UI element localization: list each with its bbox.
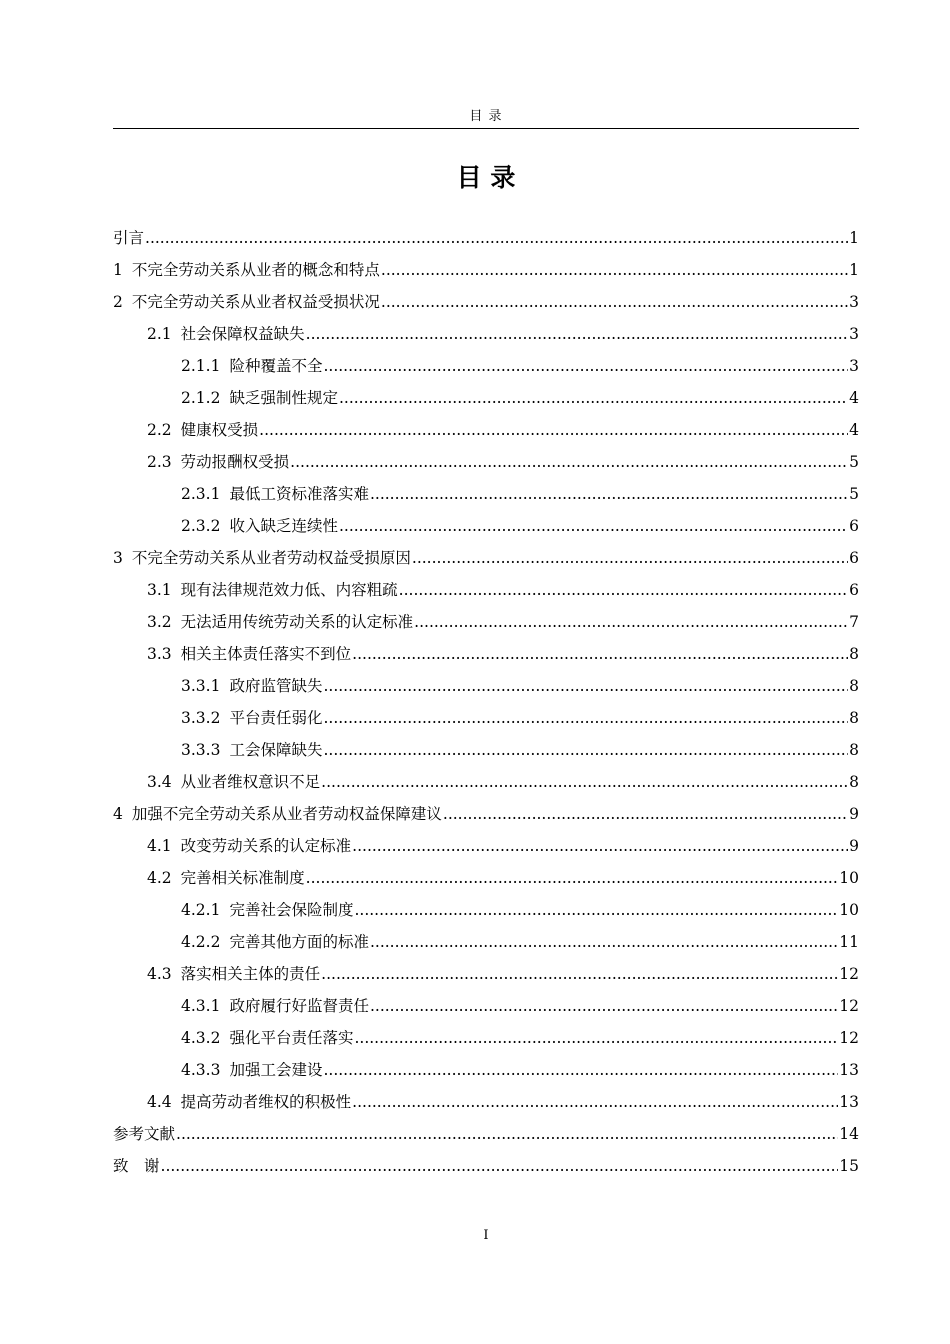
toc-entry-number: 3.3.2 <box>181 709 221 727</box>
toc-entry-page: 11 <box>839 933 859 951</box>
toc-entry-number: 4.3.3 <box>181 1061 221 1079</box>
toc-dot-leader <box>381 286 848 318</box>
toc-entry-page: 1 <box>849 229 859 247</box>
toc-entry-23[interactable] <box>113 926 859 958</box>
toc-entry-page: 8 <box>849 741 859 759</box>
toc-entry-number: 4.3.2 <box>181 1029 221 1047</box>
page-number: I <box>483 1228 489 1243</box>
table-of-contents <box>113 222 859 1182</box>
toc-entry-number: 4.2 <box>147 869 172 887</box>
toc-entry-title: 缺乏强制性规定 <box>229 389 338 407</box>
toc-entry-21[interactable] <box>113 862 859 894</box>
toc-dot-leader <box>321 766 848 798</box>
toc-dot-leader <box>321 958 838 990</box>
toc-entry-title: 改变劳动关系的认定标准 <box>180 837 352 855</box>
toc-entry-page: 13 <box>839 1093 859 1111</box>
toc-entry-27[interactable] <box>113 1054 859 1086</box>
toc-entry-page: 12 <box>839 965 859 983</box>
toc-entry-title: 不完全劳动关系从业者权益受损状况 <box>131 293 380 311</box>
toc-entry-number: 2.1.2 <box>181 389 221 407</box>
toc-dot-leader <box>352 638 848 670</box>
toc-entry-page: 8 <box>849 773 859 791</box>
toc-entry-number: 2.1 <box>147 325 172 343</box>
toc-dot-leader <box>352 830 848 862</box>
toc-dot-leader <box>370 990 838 1022</box>
toc-dot-leader <box>323 734 848 766</box>
toc-entry-30[interactable] <box>113 1150 859 1182</box>
toc-entry-page: 3 <box>849 325 859 343</box>
toc-entry-number: 2 <box>113 293 123 311</box>
toc-entry-number: 4.3 <box>147 965 172 983</box>
toc-entry-1[interactable] <box>113 222 859 254</box>
toc-entry-page: 5 <box>849 485 859 503</box>
toc-entry-page: 9 <box>849 805 859 823</box>
toc-entry-16[interactable] <box>113 702 859 734</box>
toc-entry-25[interactable] <box>113 990 859 1022</box>
toc-entry-page: 6 <box>849 581 859 599</box>
toc-dot-leader <box>414 606 848 638</box>
toc-entry-3[interactable] <box>113 286 859 318</box>
toc-entry-title: 完善其他方面的标准 <box>229 933 369 951</box>
toc-entry-page: 3 <box>849 357 859 375</box>
toc-dot-leader <box>352 1086 838 1118</box>
toc-entry-page: 6 <box>849 517 859 535</box>
toc-entry-title: 最低工资标准落实难 <box>229 485 369 503</box>
toc-entry-number: 1 <box>113 261 123 279</box>
toc-entry-title: 政府履行好监督责任 <box>229 997 369 1015</box>
toc-entry-26[interactable] <box>113 1022 859 1054</box>
toc-entry-title: 无法适用传统劳动关系的认定标准 <box>180 613 414 631</box>
toc-dot-leader <box>370 478 848 510</box>
toc-dot-leader <box>339 382 848 414</box>
toc-entry-number: 3.1 <box>147 581 172 599</box>
toc-dot-leader <box>399 574 848 606</box>
toc-entry-number: 2.3.2 <box>181 517 221 535</box>
toc-entry-page: 10 <box>839 869 859 887</box>
toc-entry-28[interactable] <box>113 1086 859 1118</box>
toc-entry-17[interactable] <box>113 734 859 766</box>
toc-entry-page: 15 <box>839 1157 859 1175</box>
toc-entry-24[interactable] <box>113 958 859 990</box>
toc-entry-title: 收入缺乏连续性 <box>229 517 338 535</box>
toc-dot-leader <box>412 542 848 574</box>
toc-dot-leader <box>306 862 839 894</box>
toc-entry-number: 3.2 <box>147 613 172 631</box>
toc-entry-page: 14 <box>839 1125 859 1143</box>
toc-entry-9[interactable] <box>113 478 859 510</box>
page-title: 目 录 <box>456 163 516 192</box>
toc-entry-title: 相关主体责任落实不到位 <box>180 645 352 663</box>
toc-entry-title: 现有法律规范效力低、内容粗疏 <box>180 581 398 599</box>
toc-entry-number: 2.3 <box>147 453 172 471</box>
toc-dot-leader <box>290 446 848 478</box>
toc-entry-number: 3 <box>113 549 123 567</box>
toc-entry-number: 4.4 <box>147 1093 172 1111</box>
toc-entry-18[interactable] <box>113 766 859 798</box>
toc-dot-leader <box>443 798 848 830</box>
toc-entry-page: 12 <box>839 1029 859 1047</box>
toc-entry-10[interactable] <box>113 510 859 542</box>
toc-entry-page: 12 <box>839 997 859 1015</box>
toc-entry-number: 4.3.1 <box>181 997 221 1015</box>
toc-entry-title: 平台责任弱化 <box>229 709 323 727</box>
toc-dot-leader <box>161 1150 839 1182</box>
toc-entry-number: 4.1 <box>147 837 172 855</box>
toc-dot-leader <box>259 414 848 446</box>
toc-dot-leader <box>323 670 848 702</box>
toc-entry-page: 3 <box>849 293 859 311</box>
toc-entry-page: 8 <box>849 709 859 727</box>
running-header: 目 录 <box>469 109 503 124</box>
toc-entry-number: 3.3.1 <box>181 677 221 695</box>
toc-entry-title: 险种覆盖不全 <box>229 357 323 375</box>
toc-dot-leader <box>176 1118 838 1150</box>
toc-entry-8[interactable] <box>113 446 859 478</box>
toc-entry-title: 从业者维权意识不足 <box>180 773 321 791</box>
toc-entry-title: 工会保障缺失 <box>229 741 323 759</box>
toc-entry-page: 8 <box>849 677 859 695</box>
toc-entry-title: 完善社会保险制度 <box>229 901 354 919</box>
toc-entry-title: 不完全劳动关系从业者的概念和特点 <box>131 261 380 279</box>
toc-entry-page: 9 <box>849 837 859 855</box>
toc-entry-number: 2.2 <box>147 421 172 439</box>
toc-entry-title: 不完全劳动关系从业者劳动权益受损原因 <box>131 549 411 567</box>
toc-dot-leader <box>354 894 838 926</box>
toc-entry-title: 强化平台责任落实 <box>229 1029 354 1047</box>
toc-dot-leader <box>339 510 848 542</box>
toc-entry-title: 劳动报酬权受损 <box>180 453 290 471</box>
toc-entry-number: 4.2.1 <box>181 901 221 919</box>
toc-entry-number: 4.2.2 <box>181 933 221 951</box>
toc-entry-14[interactable] <box>113 638 859 670</box>
toc-entry-title: 参考文献 <box>113 1125 176 1143</box>
toc-entry-29[interactable] <box>113 1118 859 1150</box>
toc-entry-4[interactable] <box>113 318 859 350</box>
toc-entry-number: 2.3.1 <box>181 485 221 503</box>
toc-entry-title: 社会保障权益缺失 <box>180 325 305 343</box>
toc-dot-leader <box>354 1022 838 1054</box>
toc-entry-page: 10 <box>839 901 859 919</box>
toc-entry-2[interactable] <box>113 254 859 286</box>
toc-entry-page: 7 <box>849 613 859 631</box>
toc-entry-number: 3.3 <box>147 645 172 663</box>
toc-dot-leader <box>306 318 848 350</box>
toc-entry-7[interactable] <box>113 414 859 446</box>
toc-entry-title: 致 谢 <box>113 1157 160 1175</box>
toc-entry-title: 提高劳动者维权的积极性 <box>180 1093 352 1111</box>
toc-dot-leader <box>381 254 848 286</box>
toc-entry-page: 13 <box>839 1061 859 1079</box>
toc-entry-13[interactable] <box>113 606 859 638</box>
toc-entry-page: 5 <box>849 453 859 471</box>
toc-entry-title: 完善相关标准制度 <box>180 869 305 887</box>
toc-entry-number: 4 <box>113 805 123 823</box>
toc-entry-title: 落实相关主体的责任 <box>180 965 321 983</box>
toc-entry-page: 1 <box>849 261 859 279</box>
toc-entry-title: 加强不完全劳动关系从业者劳动权益保障建议 <box>131 805 442 823</box>
toc-dot-leader <box>323 350 848 382</box>
toc-dot-leader <box>145 222 848 254</box>
toc-entry-page: 8 <box>849 645 859 663</box>
toc-entry-title: 健康权受损 <box>180 421 259 439</box>
toc-entry-page: 4 <box>849 389 859 407</box>
toc-entry-19[interactable] <box>113 798 859 830</box>
toc-entry-5[interactable] <box>113 350 859 382</box>
toc-entry-11[interactable] <box>113 542 859 574</box>
toc-entry-page: 6 <box>849 549 859 567</box>
toc-entry-number: 3.4 <box>147 773 172 791</box>
toc-entry-title: 引言 <box>113 229 145 247</box>
toc-dot-leader <box>323 1054 838 1086</box>
toc-entry-12[interactable] <box>113 574 859 606</box>
toc-entry-page: 4 <box>849 421 859 439</box>
toc-entry-number: 2.1.1 <box>181 357 221 375</box>
toc-dot-leader <box>323 702 848 734</box>
toc-entry-22[interactable] <box>113 894 859 926</box>
toc-entry-20[interactable] <box>113 830 859 862</box>
toc-entry-title: 政府监管缺失 <box>229 677 323 695</box>
toc-entry-title: 加强工会建设 <box>229 1061 323 1079</box>
toc-dot-leader <box>370 926 838 958</box>
toc-entry-15[interactable] <box>113 670 859 702</box>
toc-entry-number: 3.3.3 <box>181 741 221 759</box>
header-rule <box>113 128 859 129</box>
toc-entry-6[interactable] <box>113 382 859 414</box>
